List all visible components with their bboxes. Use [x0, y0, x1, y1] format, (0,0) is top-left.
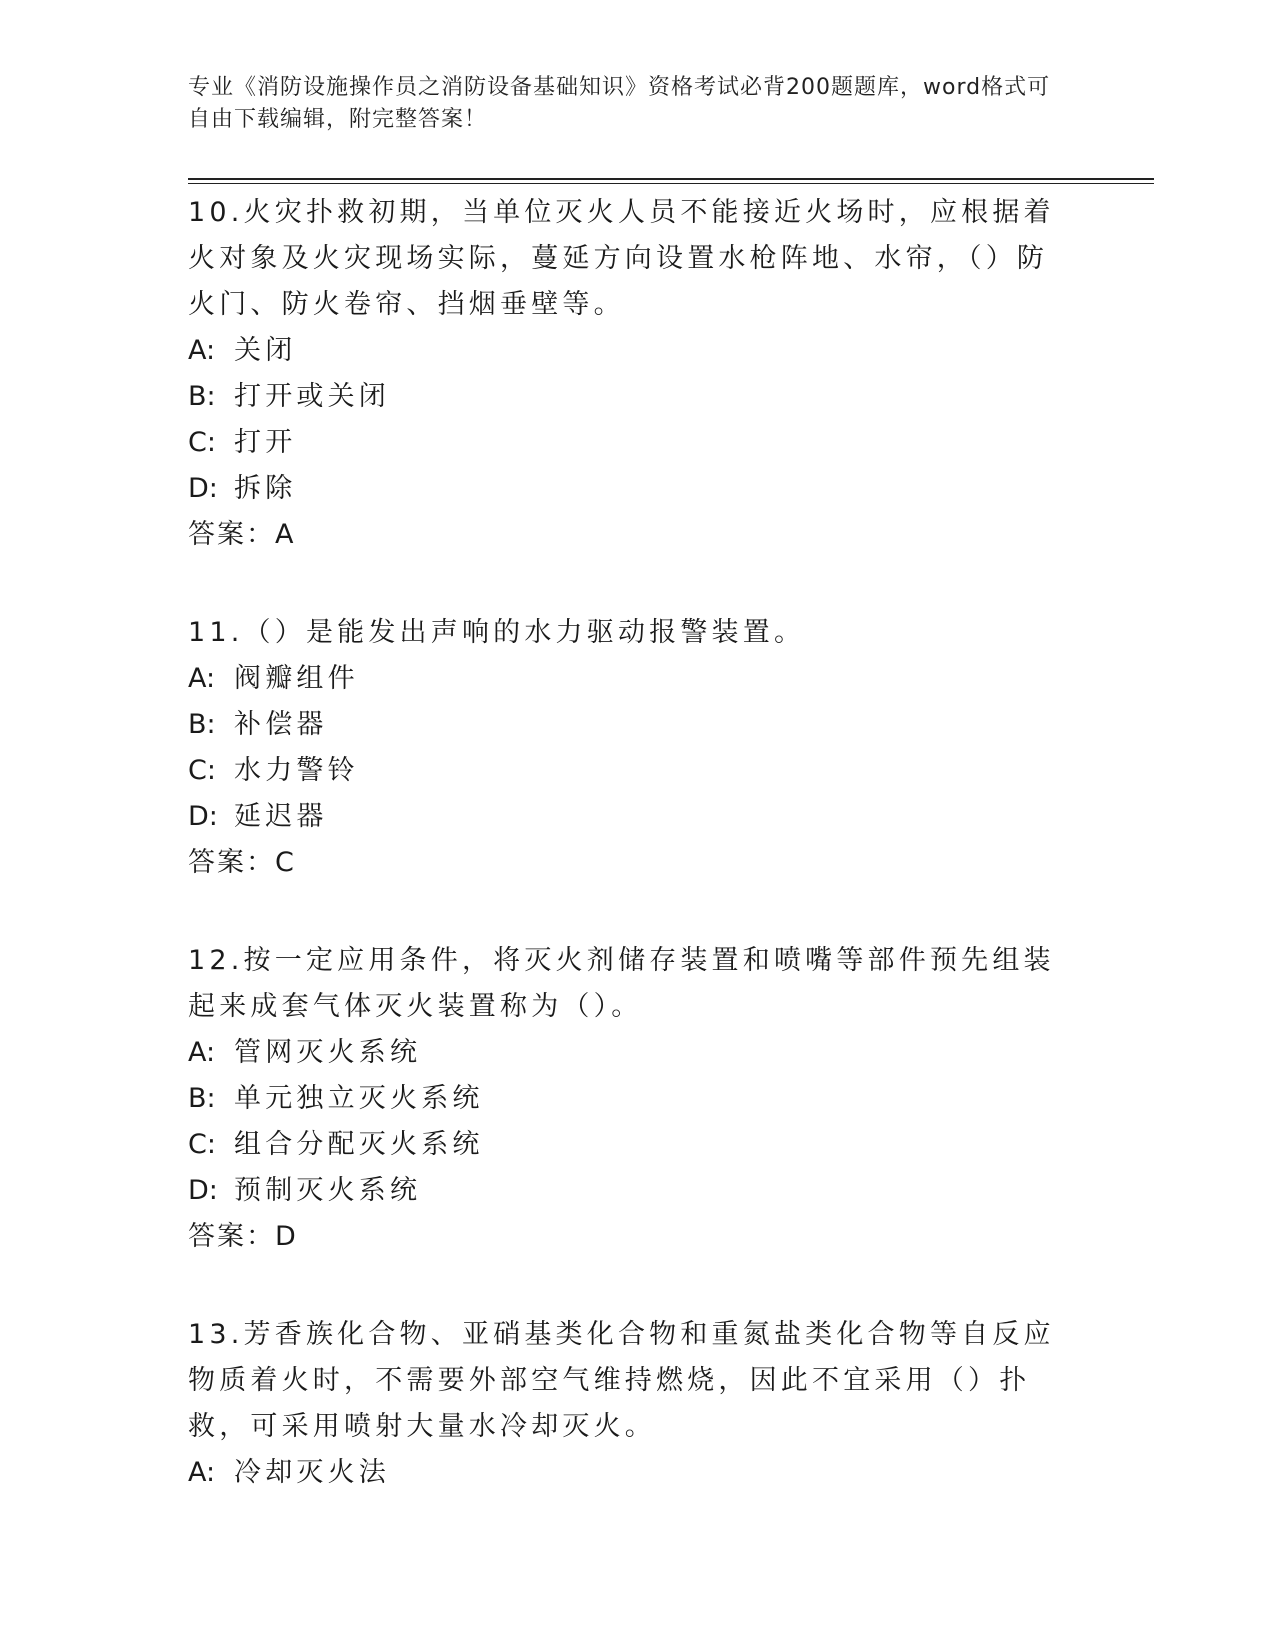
option-text: 水力警铃	[234, 755, 359, 786]
option-key: D:	[188, 1175, 218, 1206]
option-text: 冷却灭火法	[234, 1457, 390, 1488]
option-d	[188, 1168, 1078, 1214]
option-a	[188, 328, 1078, 374]
option-key: B:	[188, 381, 216, 412]
option-b	[188, 702, 1078, 748]
option-c	[188, 420, 1078, 466]
option-text: 打开	[234, 427, 297, 458]
question-list	[188, 190, 1078, 1548]
answer-line: 答案：A	[188, 519, 296, 550]
option-key: C:	[188, 755, 216, 786]
question-stem: 10.火灾扑救初期，当单位灭火人员不能接近火场时，应根据着火对象及火灾现场实际，蔓延方向设置水枪阵地、水帘，（）防火门、防火卷帘、挡烟垂壁等。	[188, 197, 1055, 320]
option-key: D:	[188, 473, 218, 504]
option-key: C:	[188, 427, 216, 458]
question-11	[188, 610, 1078, 886]
answer-line: 答案：D	[188, 1221, 298, 1252]
question-stem: 11.（）是能发出声响的水力驱动报警装置。	[188, 617, 806, 648]
option-d	[188, 794, 1078, 840]
question-12	[188, 938, 1078, 1260]
header-divider-thin	[188, 183, 1154, 184]
option-text: 阀瓣组件	[234, 663, 359, 694]
option-d	[188, 466, 1078, 512]
option-text: 预制灭火系统	[234, 1175, 422, 1206]
header-divider	[188, 178, 1154, 180]
option-a	[188, 1030, 1078, 1076]
option-text: 补偿器	[234, 709, 328, 740]
option-b	[188, 374, 1078, 420]
option-key: B:	[188, 709, 216, 740]
option-text: 单元独立灭火系统	[234, 1083, 484, 1114]
option-text: 延迟器	[234, 801, 328, 832]
document-header: 专业《消防设施操作员之消防设备基础知识》资格考试必背200题题库，word格式可自由下载编辑，附完整答案！	[188, 75, 1051, 132]
option-key: C:	[188, 1129, 216, 1160]
question-10	[188, 190, 1078, 558]
option-key: B:	[188, 1083, 216, 1114]
option-c	[188, 748, 1078, 794]
question-stem: 12.按一定应用条件，将灭火剂储存装置和喷嘴等部件预先组装起来成套气体灭火装置称为（）。	[188, 945, 1055, 1022]
option-key: A:	[188, 1457, 216, 1488]
option-text: 拆除	[234, 473, 297, 504]
option-key: D:	[188, 801, 218, 832]
option-text: 关闭	[234, 335, 297, 366]
option-a	[188, 1450, 1078, 1496]
option-text: 管网灭火系统	[234, 1037, 422, 1068]
option-c	[188, 1122, 1078, 1168]
answer-line: 答案：C	[188, 847, 296, 878]
option-key: A:	[188, 335, 216, 366]
option-text: 打开或关闭	[234, 381, 390, 412]
option-a	[188, 656, 1078, 702]
option-text: 组合分配灭火系统	[234, 1129, 484, 1160]
option-b	[188, 1076, 1078, 1122]
question-stem: 13.芳香族化合物、亚硝基类化合物和重氮盐类化合物等自反应物质着火时，不需要外部空气维持燃烧，因此不宜采用（）扑救，可采用喷射大量水冷却灭火。	[188, 1319, 1055, 1442]
question-13	[188, 1312, 1078, 1496]
option-key: A:	[188, 663, 216, 694]
option-key: A:	[188, 1037, 216, 1068]
